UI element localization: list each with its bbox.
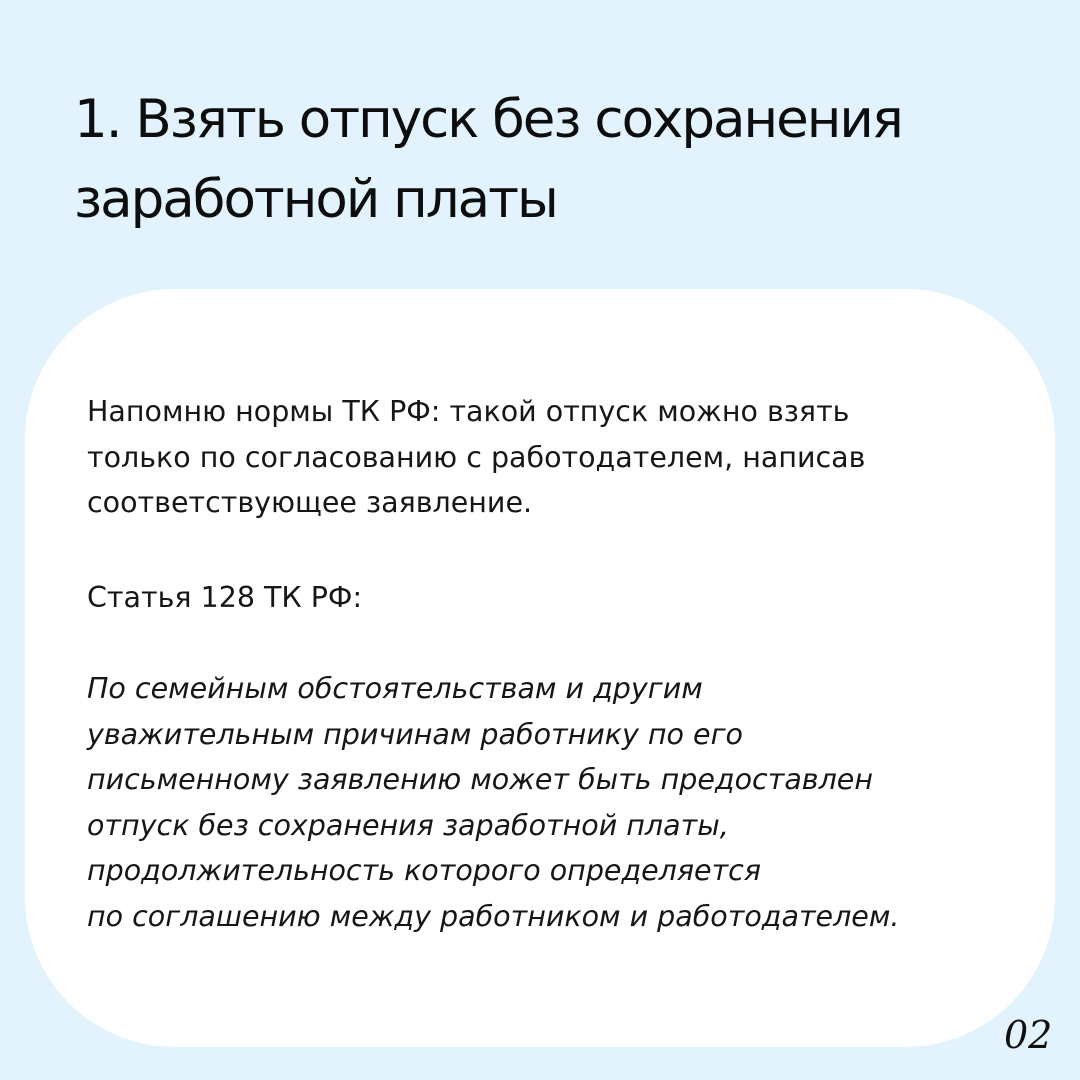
quote-line-6: по соглашению между работником и работодателем. (87, 899, 900, 933)
intro-line-3: соответствующее заявление. (87, 486, 533, 519)
page-number: 02 (1004, 1013, 1053, 1057)
page-title (74, 80, 1034, 240)
page-title-line-2: заработной платы (74, 169, 557, 230)
intro-line-2: только по согласованию с работодателем, написав (87, 440, 866, 474)
quote-line-5: продолжительность которого определяется (87, 854, 761, 887)
intro-paragraph (87, 389, 1047, 526)
page-title-line-1: 1. Взять отпуск без сохранения (74, 89, 902, 150)
intro-line-1: Напомню нормы ТК РФ: такой отпуск можно взять (87, 395, 850, 428)
article-reference: Статья 128 ТК РФ: (87, 581, 363, 614)
article-quote (87, 666, 1047, 939)
quote-line-4: отпуск без сохранения заработной платы, (87, 808, 729, 842)
quote-line-3: письменному заявлению может быть предоставлен (87, 763, 873, 796)
quote-line-1: По семейным обстоятельствам и другим (87, 672, 703, 705)
quote-line-2: уважительным причинам работнику по его (87, 717, 743, 751)
